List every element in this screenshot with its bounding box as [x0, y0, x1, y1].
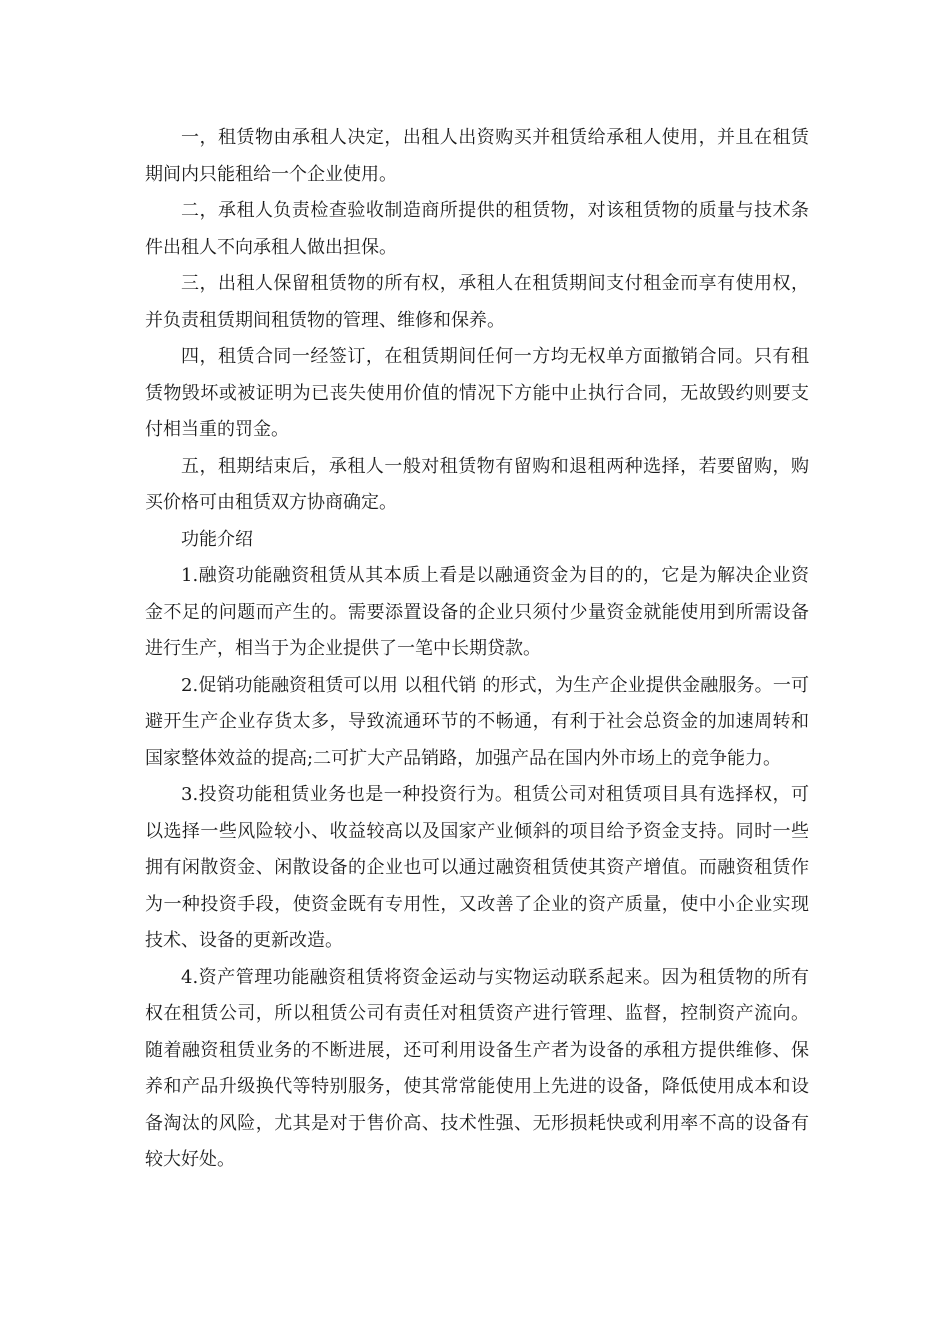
paragraph-clause-3: 三，出租人保留租赁物的所有权，承租人在租赁期间支付租金而享有使用权，并负责租赁期间租赁物的管理、维修和保养。 [145, 273, 809, 331]
paragraph-function-promotion: 2.促销功能融资租赁可以用 以租代销 的形式，为生产企业提供金融服务。一可避开生产企业存货太多，导致流通环节的不畅通，有利于社会总资金的加速周转和国家整体效益的提高;二可扩大产品销路，加强产品在国内外市场上的竞争能力。 [145, 674, 809, 769]
paragraph-function-asset-management: 4.资产管理功能融资租赁将资金运动与实物运动联系起来。因为租赁物的所有权在租赁公司，所以租赁公司有责任对租赁资产进行管理、监督，控制资产流向。随着融资租赁业务的不断进展，还可利用设备生产者为设备的承租方提供维修、保养和产品升级换代等特别服务，使其常常能使用上先进的设备，降低使用成本和设备淘汰的风险，尤其是对于售价高、技术性强、无形损耗快或利用率不高的设备有较大好处。 [145, 966, 809, 1170]
paragraph-function-investment: 3.投资功能租赁业务也是一种投资行为。租赁公司对租赁项目具有选择权，可以选择一些风险较小、收益较高以及国家产业倾斜的项目给予资金支持。同时一些拥有闲散资金、闲散设备的企业也可以通过融资租赁使其资产增值。而融资租赁作为一种投资手段，使资金既有专用性，又改善了企业的资产质量，使中小企业实现技术、设备的更新改造。 [145, 784, 809, 951]
document-body [145, 120, 809, 1179]
paragraph-clause-4: 四，租赁合同一经签订，在租赁期间任何一方均无权单方面撤销合同。只有租赁物毁坏或被证明为已丧失使用价值的情况下方能中止执行合同，无故毁约则要支付相当重的罚金。 [145, 346, 809, 440]
section-heading-functions: 功能介绍 [181, 528, 253, 550]
paragraph-function-financing: 1.融资功能融资租赁从其本质上看是以融通资金为目的的，它是为解决企业资金不足的问题而产生的。需要添置设备的企业只须付少量资金就能使用到所需设备进行生产，相当于为企业提供了一笔中长期贷款。 [145, 565, 809, 659]
paragraph-clause-1: 一，租赁物由承租人决定，出租人出资购买并租赁给承租人使用，并且在租赁期间内只能租给一个企业使用。 [145, 127, 809, 185]
paragraph-clause-5: 五，租期结束后，承租人一般对租赁物有留购和退租两种选择，若要留购，购买价格可由租赁双方协商确定。 [145, 455, 809, 513]
paragraph-clause-2: 二，承租人负责检查验收制造商所提供的租赁物，对该租赁物的质量与技术条件出租人不向承租人做出担保。 [145, 200, 809, 258]
